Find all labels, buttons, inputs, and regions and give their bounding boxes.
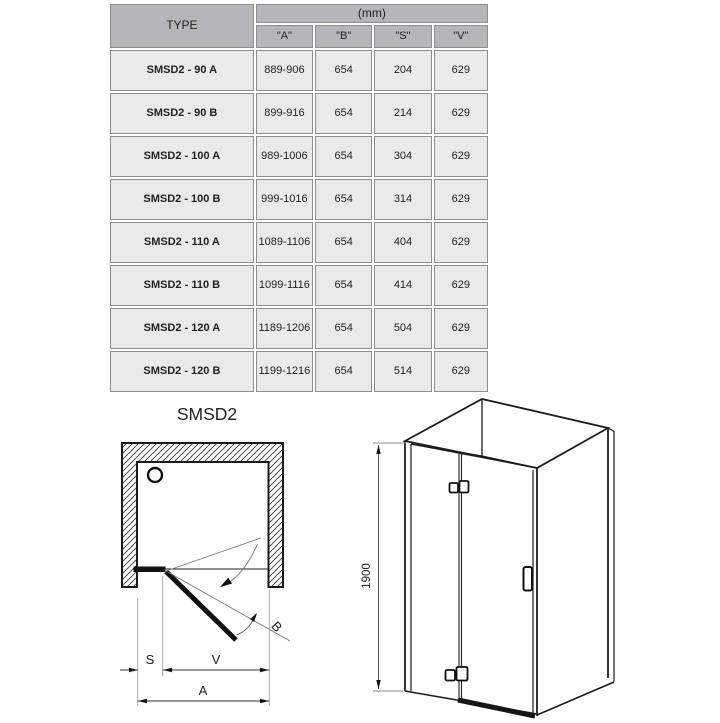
value-cell-v: 629 <box>434 93 488 134</box>
value-cell-a: 1089-1106 <box>256 222 313 263</box>
value-cell-v: 629 <box>434 265 488 306</box>
value-cell-s: 404 <box>374 222 431 263</box>
value-cell-b: 654 <box>315 308 372 349</box>
value-cell-v: 629 <box>434 222 488 263</box>
value-cell-s: 514 <box>374 351 431 392</box>
value-cell-s: 504 <box>374 308 431 349</box>
type-cell: SMSD2 - 120 B <box>110 351 254 392</box>
table-row <box>110 179 488 220</box>
value-cell-v: 629 <box>434 179 488 220</box>
value-cell-b: 654 <box>315 179 372 220</box>
dim-arrow-icon <box>260 699 269 703</box>
wall-outline <box>122 443 283 587</box>
dim-arrow-icon <box>376 680 380 689</box>
table-row <box>110 351 488 392</box>
value-cell-v: 629 <box>434 351 488 392</box>
type-cell: SMSD2 - 110 B <box>110 265 254 306</box>
swing-arrow-icon <box>220 578 232 587</box>
value-cell-s: 414 <box>374 265 431 306</box>
value-cell-a: 1099-1116 <box>256 265 313 306</box>
value-cell-v: 629 <box>434 308 488 349</box>
value-cell-a: 1189-1206 <box>256 308 313 349</box>
fixed-panel <box>134 567 166 573</box>
value-cell-b: 654 <box>315 50 372 91</box>
hinge-top-icon <box>450 481 469 493</box>
type-cell: SMSD2 - 120 A <box>110 308 254 349</box>
threshold-strip <box>458 700 535 716</box>
column-header-type: TYPE <box>110 4 254 48</box>
value-cell-s: 214 <box>374 93 431 134</box>
column-header-b: "B" <box>315 25 372 48</box>
hinge-bottom-icon <box>446 667 468 681</box>
dim-label-s: S <box>145 652 155 667</box>
type-cell: SMSD2 - 110 A <box>110 222 254 263</box>
value-cell-b: 654 <box>315 136 372 177</box>
value-cell-v: 629 <box>434 136 488 177</box>
value-cell-s: 304 <box>374 136 431 177</box>
spec-table <box>108 2 490 394</box>
table-row <box>110 265 488 306</box>
dim-arrow-icon <box>260 668 269 672</box>
value-cell-s: 314 <box>374 179 431 220</box>
value-cell-v: 629 <box>434 50 488 91</box>
table-row <box>110 222 488 263</box>
dim-label-a: A <box>198 683 208 698</box>
top-view-title: SMSD2 <box>176 404 238 424</box>
table-row <box>110 50 488 91</box>
column-header-s: "S" <box>374 25 431 48</box>
value-cell-a: 999-1016 <box>256 179 313 220</box>
value-cell-b: 654 <box>315 93 372 134</box>
value-cell-a: 989-1006 <box>256 136 313 177</box>
right-bottom-edge <box>537 682 614 715</box>
value-cell-b: 654 <box>315 222 372 263</box>
table-row <box>110 93 488 134</box>
dim-arrow-icon <box>376 445 380 454</box>
value-cell-b: 654 <box>315 351 372 392</box>
table-row <box>110 308 488 349</box>
table-row <box>110 136 488 177</box>
type-cell: SMSD2 - 100 A <box>110 136 254 177</box>
type-cell: SMSD2 - 90 B <box>110 93 254 134</box>
value-cell-a: 899-916 <box>256 93 313 134</box>
column-header-v: "V" <box>434 25 488 48</box>
dim-label-b: B <box>268 618 286 635</box>
column-header-unit: (mm) <box>256 4 488 23</box>
dim-arrow-icon <box>163 668 172 672</box>
angle-arrow-icon <box>250 613 257 622</box>
value-cell-b: 654 <box>315 265 372 306</box>
dim-label-height: 1900 <box>361 563 373 589</box>
right-wall-edge-outer <box>608 428 614 682</box>
top-view-diagram <box>95 393 325 713</box>
enclosure-top-face <box>405 399 608 468</box>
column-header-a: "A" <box>256 25 313 48</box>
value-cell-a: 889-906 <box>256 50 313 91</box>
side-view-diagram <box>345 388 630 723</box>
table-header-row <box>110 4 488 23</box>
dim-label-v: V <box>211 652 221 667</box>
door-handle <box>524 567 533 591</box>
dim-arrow-icon <box>129 668 138 672</box>
value-cell-s: 204 <box>374 50 431 91</box>
type-cell: SMSD2 - 100 B <box>110 179 254 220</box>
swing-reference-line <box>166 538 261 571</box>
value-cell-a: 1199-1216 <box>256 351 313 392</box>
dim-arrow-icon <box>138 699 147 703</box>
type-cell: SMSD2 - 90 A <box>110 50 254 91</box>
shower-head-icon <box>148 468 162 482</box>
